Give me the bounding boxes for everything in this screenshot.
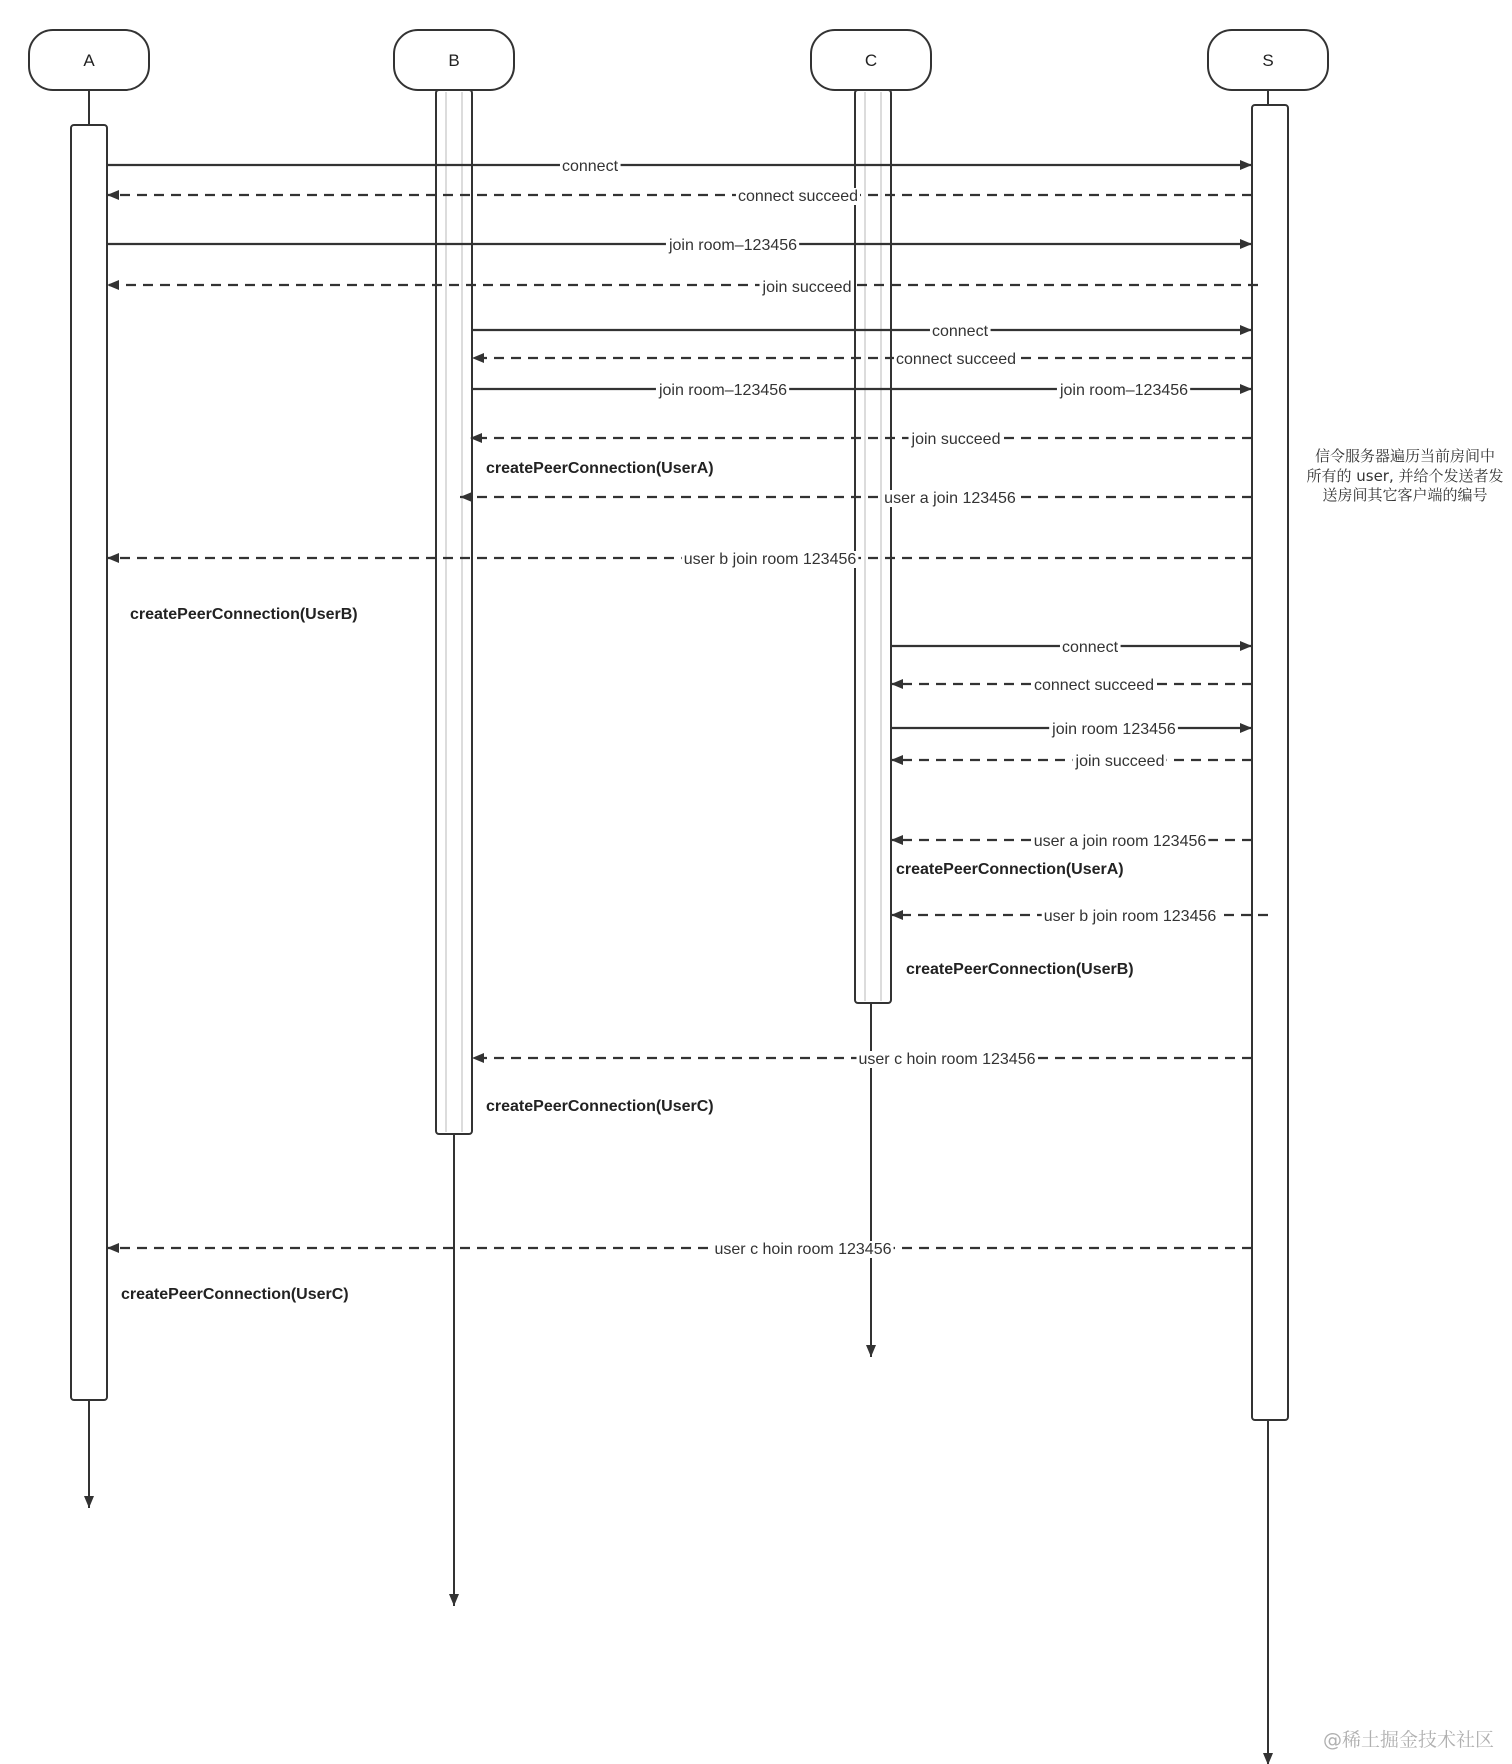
message-label: connect bbox=[561, 158, 619, 175]
message-label: user b join room 123456 bbox=[1043, 908, 1217, 925]
message-18 bbox=[107, 1241, 1252, 1258]
call-label: createPeerConnection(UserB) bbox=[906, 961, 1134, 978]
note-line: 所有的 user, 并给个发送者发 bbox=[1306, 467, 1504, 485]
participant-c-label: C bbox=[864, 51, 878, 70]
message-label: connect succeed bbox=[1033, 677, 1155, 694]
message-2 bbox=[107, 188, 1252, 205]
message-label: join room 123456 bbox=[1052, 721, 1176, 738]
message-12 bbox=[891, 677, 1252, 694]
message-10 bbox=[107, 551, 1252, 568]
message-label-secondary: join room–123456 bbox=[1059, 382, 1189, 399]
participant-c[interactable] bbox=[811, 30, 931, 90]
message-label: join succeed bbox=[762, 279, 852, 296]
message-label: user c hoin room 123456 bbox=[714, 1241, 892, 1258]
message-label: connect bbox=[1061, 639, 1119, 656]
activation-bar-a bbox=[71, 125, 107, 1400]
messages bbox=[107, 158, 1268, 1258]
message-label: connect bbox=[931, 323, 989, 340]
self-calls bbox=[121, 460, 1134, 1303]
note-line: 信令服务器遍历当前房间中 bbox=[1314, 447, 1496, 465]
message-label: user a join 123456 bbox=[884, 490, 1016, 507]
activation-bar-s bbox=[1252, 105, 1288, 1420]
activation-bar-b bbox=[436, 90, 472, 1134]
call-label: createPeerConnection(UserA) bbox=[896, 861, 1124, 878]
call-label: createPeerConnection(UserB) bbox=[130, 606, 358, 623]
participant-b-label: B bbox=[448, 51, 460, 70]
message-label: user c hoin room 123456 bbox=[858, 1051, 1036, 1068]
participant-s[interactable] bbox=[1208, 30, 1328, 90]
note-line: 送房间其它客户端的编号 bbox=[1322, 486, 1488, 504]
message-11 bbox=[891, 639, 1252, 656]
message-label: connect succeed bbox=[737, 188, 859, 205]
participant-s-label: S bbox=[1262, 51, 1274, 70]
participant-a-label: A bbox=[83, 51, 95, 70]
message-16 bbox=[891, 908, 1268, 925]
call-label: createPeerConnection(UserC) bbox=[121, 1286, 349, 1303]
participant-a[interactable] bbox=[29, 30, 149, 90]
message-label: join succeed bbox=[911, 431, 1001, 448]
lifelines bbox=[89, 90, 1268, 1764]
message-label: join succeed bbox=[1075, 753, 1165, 770]
message-17 bbox=[472, 1051, 1252, 1068]
server-note bbox=[1306, 447, 1503, 504]
participant-b[interactable] bbox=[394, 30, 514, 90]
message-3 bbox=[107, 237, 1252, 254]
call-label: createPeerConnection(UserC) bbox=[486, 1098, 714, 1115]
message-15 bbox=[891, 833, 1252, 850]
activation-bar-c bbox=[855, 90, 891, 1003]
message-label: connect succeed bbox=[895, 351, 1017, 368]
message-label: user a join room 123456 bbox=[1033, 833, 1207, 850]
message-13 bbox=[891, 721, 1252, 738]
message-1 bbox=[107, 158, 1252, 175]
call-label: createPeerConnection(UserA) bbox=[486, 460, 714, 477]
message-label: join room–123456 bbox=[668, 237, 798, 254]
message-14 bbox=[891, 753, 1252, 770]
message-4 bbox=[107, 279, 1258, 296]
message-label: join room–123456 bbox=[658, 382, 788, 399]
watermark: @稀土掘金技术社区 bbox=[1322, 1729, 1494, 1751]
participant-headers bbox=[29, 30, 1328, 90]
message-label: user b join room 123456 bbox=[683, 551, 857, 568]
